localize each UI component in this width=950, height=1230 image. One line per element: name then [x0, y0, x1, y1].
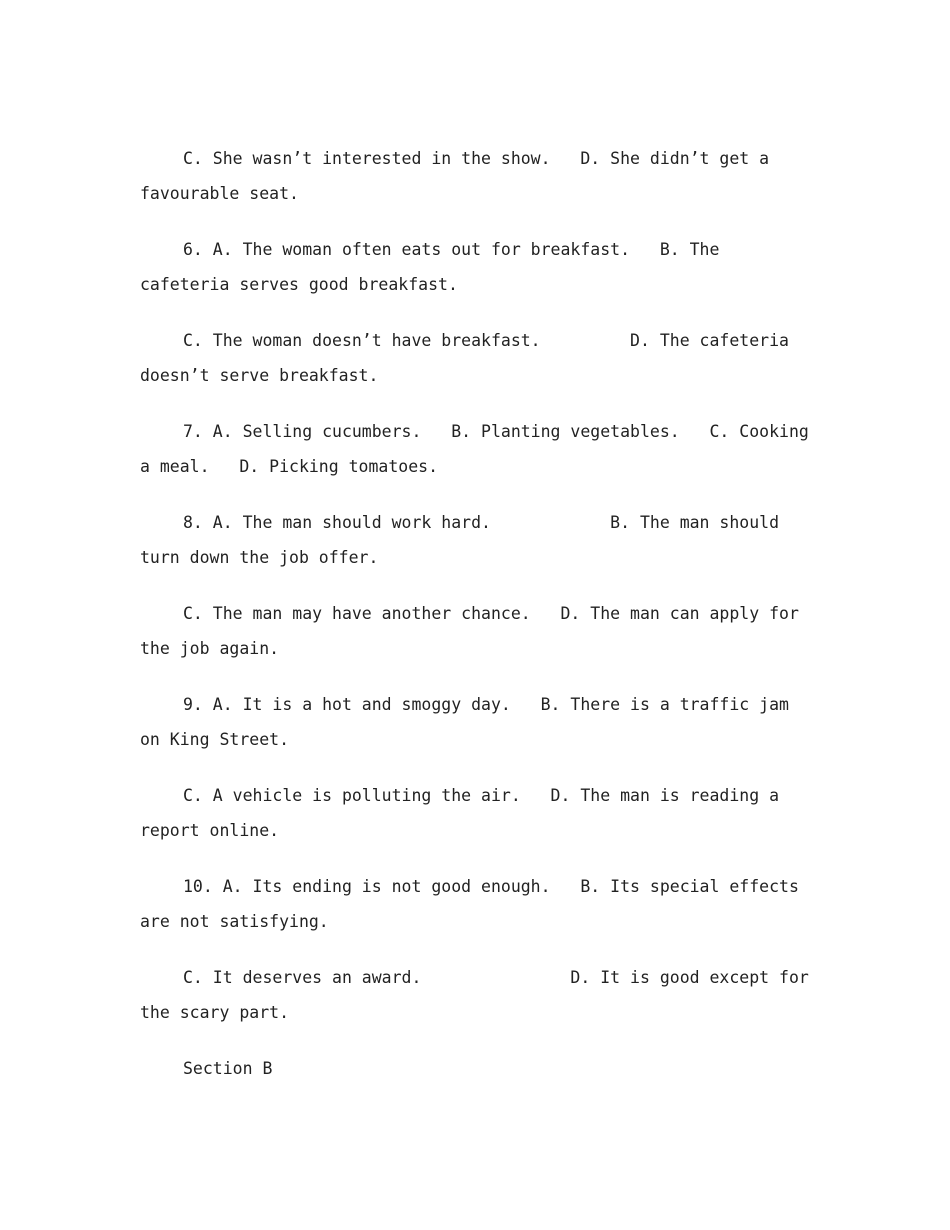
question-7-line: 7. A. Selling cucumbers. B. Planting vegetables. C. Cooking a meal. D. Picking tomatoes. [140, 422, 819, 476]
question-6-line-cd: C. The woman doesn’t have breakfast. D. The cafeteria doesn’t serve breakfast. [140, 331, 799, 385]
option-line-5cd: C. She wasn’t interested in the show. D. She didn’t get a favourable seat. [140, 149, 780, 203]
document-body [140, 141, 819, 1107]
question-9-line-ab: 9. A. It is a hot and smoggy day. B. There is a traffic jam on King Street. [140, 695, 799, 749]
question-8-line-cd: C. The man may have another chance. D. The man can apply for the job again. [140, 604, 809, 658]
question-6-line-ab: 6. A. The woman often eats out for breakfast. B. The cafeteria serves good breakfast. [140, 240, 730, 294]
section-heading: Section B [183, 1059, 273, 1078]
question-9-line-cd: C. A vehicle is polluting the air. D. The man is reading a report online. [140, 786, 789, 840]
question-10-line-cd: C. It deserves an award. D. It is good except for the scary part. [140, 968, 819, 1022]
question-10-line-ab: 10. A. Its ending is not good enough. B. Its special effects are not satisfying. [140, 877, 809, 931]
question-8-line-ab: 8. A. The man should work hard. B. The man should turn down the job offer. [140, 513, 789, 567]
